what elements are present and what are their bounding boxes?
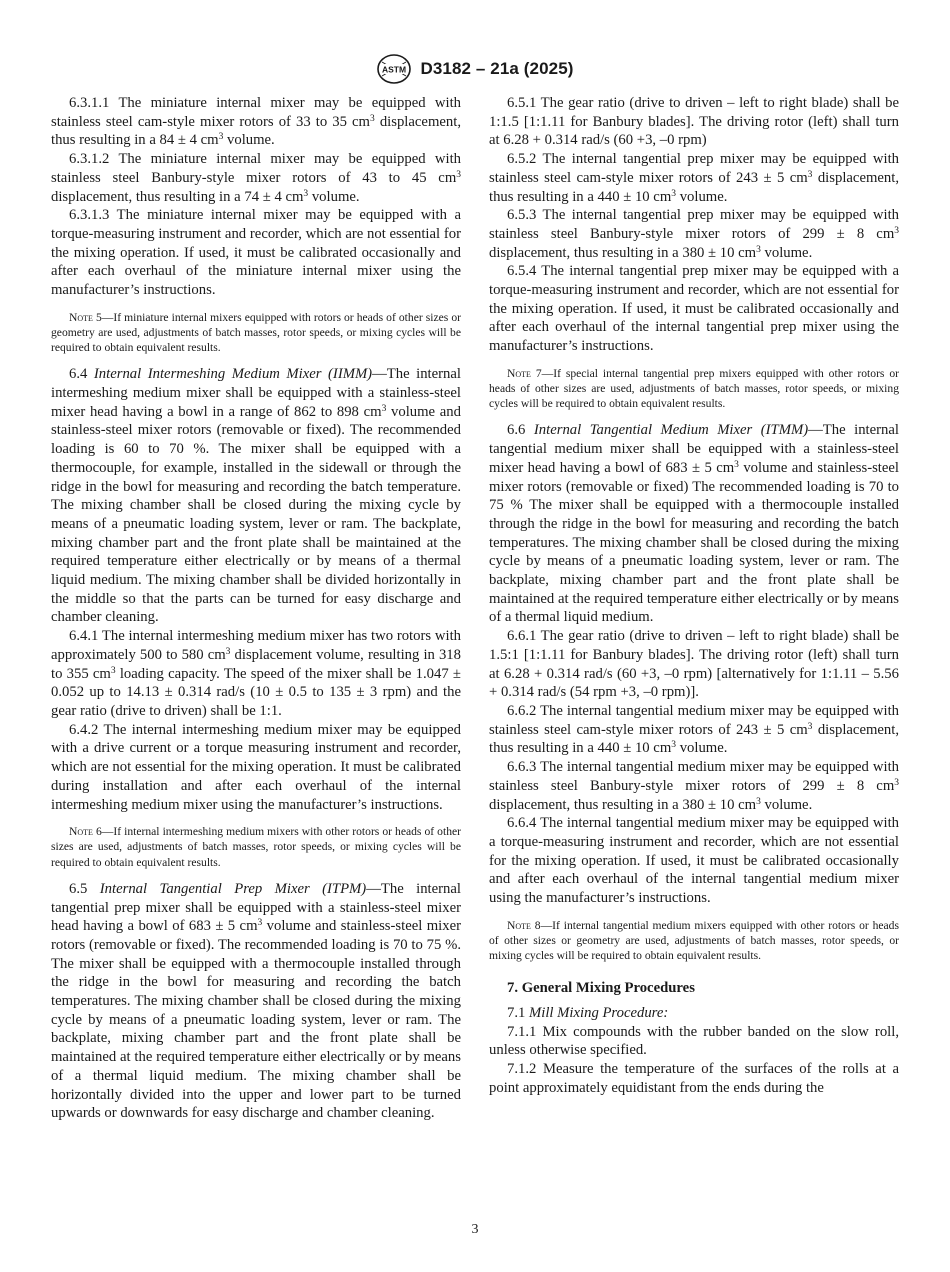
para-6-4-2: 6.4.2 The internal intermeshing medium mixer may be equipped with a drive current or a torque measuring instrument and recorder, which are not essential for the mixing operation. It must be calibrated during installation and after each overhaul of the internal intermeshing medium mixer using the manufacturer’s instructions. [51,721,461,813]
para-6-5-2: 6.5.2 The internal tangential prep mixer may be equipped with stainless steel cam-style mixer rotors of 243 ± 5 $cm^3$ displacement, thus resulting in a 440 ± 10 $cm^3$ volume. [489,151,899,205]
note-8: Note 8—If internal tangential medium mixers equipped with other rotors or heads of other sizes or geometry are used, adjustments of batch masses, rotor speeds, or mixing cycles will be required to obtain equivalent results. [489,918,899,963]
para-6-5-1: 6.5.1 The gear ratio (drive to driven – left to right blade) shall be 1:1.5 [1:1.11 for Banbury blades]. The driving rotor (left) shall turn at 6.28 + 0.314 rad/s (60 +3, –0 rpm) [489,95,899,149]
note-5: Note 5—If miniature internal mixers equipped with rotors or heads of other sizes or geometry are used, adjustments of batch masses, rotor speeds, or mixing cycles will be required to obtain equivalent results. [51,310,462,355]
left-column [51,94,461,1123]
para-6-6-3: 6.6.3 The internal tangential medium mixer may be equipped with stainless steel Banbury-style mixer rotors of 299 ± 8 $cm^3$ displacement, thus resulting in a 380 ± 10 $cm^3$ volume. [489,759,899,813]
svg-text:ASTM: ASTM [382,64,407,75]
para-6-6-2: 6.6.2 The internal tangential medium mixer may be equipped with stainless steel cam-style mixer rotors of 243 ± 5 $cm^3$ displacement, thus resulting in a 440 ± 10 $cm^3$ volume. [489,703,899,757]
para-6-6-1: 6.6.1 The gear ratio (drive to driven – left to right blade) shall be 1.5:1 [1:1.11 for Banbury blades]. The driving rotor (left) shall turn at 6.28 + 0.314 rad/s (60 +3, –0 rpm) [alternatively for 1:1.11 – 5.56 + 0.314 rad/s (54 rpm +3, –0 rpm)]. [489,628,899,701]
para-7-1-2: 7.1.2 Measure the temperature of the surfaces of the rolls at a point approximately equidistant from the ends during the [489,1061,899,1096]
para-6-6: 6.6 Internal Tangential Medium Mixer (ITMM)—The internal tangential medium mixer shall be equipped with a stainless-steel mixer head having a bowl of 683 ± 5 $cm^3$ volume and stainless-steel mixer rotors (removable or fixed) The recommended loading is 70 to 75 % The mixer shall be equipped with a thermocouple installed through the ridge in the bowl for measuring and recording the batch temperatures. The mixing chamber shall be closed during the mixing cycle by means of a pneumatic loading system, lever or ram. The backplate, mixing chamber part and the front plate shall be maintained at the required temperature either electrically or by means of a thermal liquid medium. [489,422,899,626]
page-header [0,52,950,86]
note-7: Note 7—If special internal tangential prep mixers equipped with other rotors or heads of other sizes are used, adjustments of batch masses, rotor speeds, or mixing cycles will be required to obtain equivalent results. [489,366,899,411]
para-7-1-1: 7.1.1 Mix compounds with the rubber banded on the slow roll, unless otherwise specified. [489,1023,899,1059]
section-7-heading: 7. General Mixing Procedures [507,980,695,997]
para-6-3-1-3: 6.3.1.3 The miniature internal mixer may be equipped with a torque-measuring instrument and recorder, which are not essential for the mixing operation. If used, it must be calibrated occasionally and after each overhaul of the miniature internal mixer using the manufacturer’s instructions. [51,207,461,299]
para-6-6-4: 6.6.4 The internal tangential medium mixer may be equipped with a torque-measuring instrument and recorder, which are not essential for the mixing operation. If used, it must be calibrated occasionally and after each overhaul of the internal tangential medium mixer using the manufacturer’s instructions. [489,815,899,907]
astm-logo-icon [376,53,412,85]
para-6-5-4: 6.5.4 The internal tangential prep mixer may be equipped with a torque-measuring instrument and recorder, which are not essential for the mixing operation. If used, it must be calibrated occasionally and after each overhaul of the internal tangential prep mixer using the manufacturer’s instructions. [489,263,899,355]
document-designation: D3182 – 21a (2025) [420,59,574,78]
para-6-4-1: 6.4.1 The internal intermeshing medium mixer has two rotors with approximately 500 to 580 $cm^3$ displacement volume, resulting in 318 to 355 $cm^3$ loading capacity. The speed of the mixer shall be 1.047 ± 0.052 up to 14.13 ± 0.314 rad/s (10 ± 0.5 to 135 ± 3 rpm) and the gear ratio (drive to driven) shall be 1:1. [51,628,461,719]
para-6-5: 6.5 Internal Tangential Prep Mixer (ITPM)—The internal tangential prep mixer shall be equipped with a stainless-steel mixer head having a bowl of 683 ± 5 $cm^3$ volume and stainless-steel mixer rotors (removable or fixed). The recommended loading is 70 to 75 %. The mixer shall be equipped with a thermocouple installed through the ridge in the bowl for measuring and recording the batch temperatures. The mixing chamber shall be closed during the mixing cycle by means of a pneumatic loading system, lever or ram. The backplate, mixing chamber part and the front plate shall be maintained at the required temperature either electrically or by means of a thermal liquid medium. The mixing chamber shall be horizontally divided into the upper and lower part to be turned upwards or downwards for easy discharge and chamber cleaning. [51,880,461,1122]
right-column [489,94,899,1098]
para-6-3-1-1: 6.3.1.1 The miniature internal mixer may be equipped with stainless steel cam-style mixer rotors of 33 to 35 $cm^3$ displacement, thus resulting in a 84 ± 4 $cm^3$ volume. [51,95,461,149]
note-6: Note 6—If internal intermeshing medium mixers with other rotors or heads of other sizes are used, adjustments of batch masses, rotor speeds, or mixing cycles will be required to obtain equivalent results. [51,825,461,869]
para-7-1: 7.1 Mill Mixing Procedure: [507,1005,669,1022]
para-6-3-1-2: 6.3.1.2 The miniature internal mixer may be equipped with stainless steel Banbury-style mixer rotors of 43 to 45 $cm^3$ displacement, thus resulting in a 74 ± 4 $cm^3$ volume. [51,151,461,205]
para-6-5-3: 6.5.3 The internal tangential prep mixer may be equipped with stainless steel Banbury-style mixer rotors of 299 ± 8 $cm^3$ displacement, thus resulting in a 380 ± 10 $cm^3$ volume. [489,207,899,261]
page-number: 3 [471,1222,479,1237]
para-6-4: 6.4 Internal Intermeshing Medium Mixer (IIMM)—The internal intermeshing medium mixer shall be equipped with a stainless-steel mixer head having a bowl in a range of 862 to 898 $cm^3$ volume and stainless-steel mixer rotors (removable or fixed). The recommended loading is 60 to 70 %. The mixer shall be equipped with a thermocouple, for example, installed in the sidewall or through the ridge in the bowl for measuring and recording the batch temperature. The mixing chamber shall be closed during the mixing cycle by means of a pneumatic loading system, lever or ram. The backplate, mixing chamber part and the front plate shall be maintained at the required temperature either electrically or by means of a thermal liquid medium. The mixing chamber shall be divided horizontally in the middle so that the parts can be turned for easy discharge and chamber cleaning. [51,366,461,626]
